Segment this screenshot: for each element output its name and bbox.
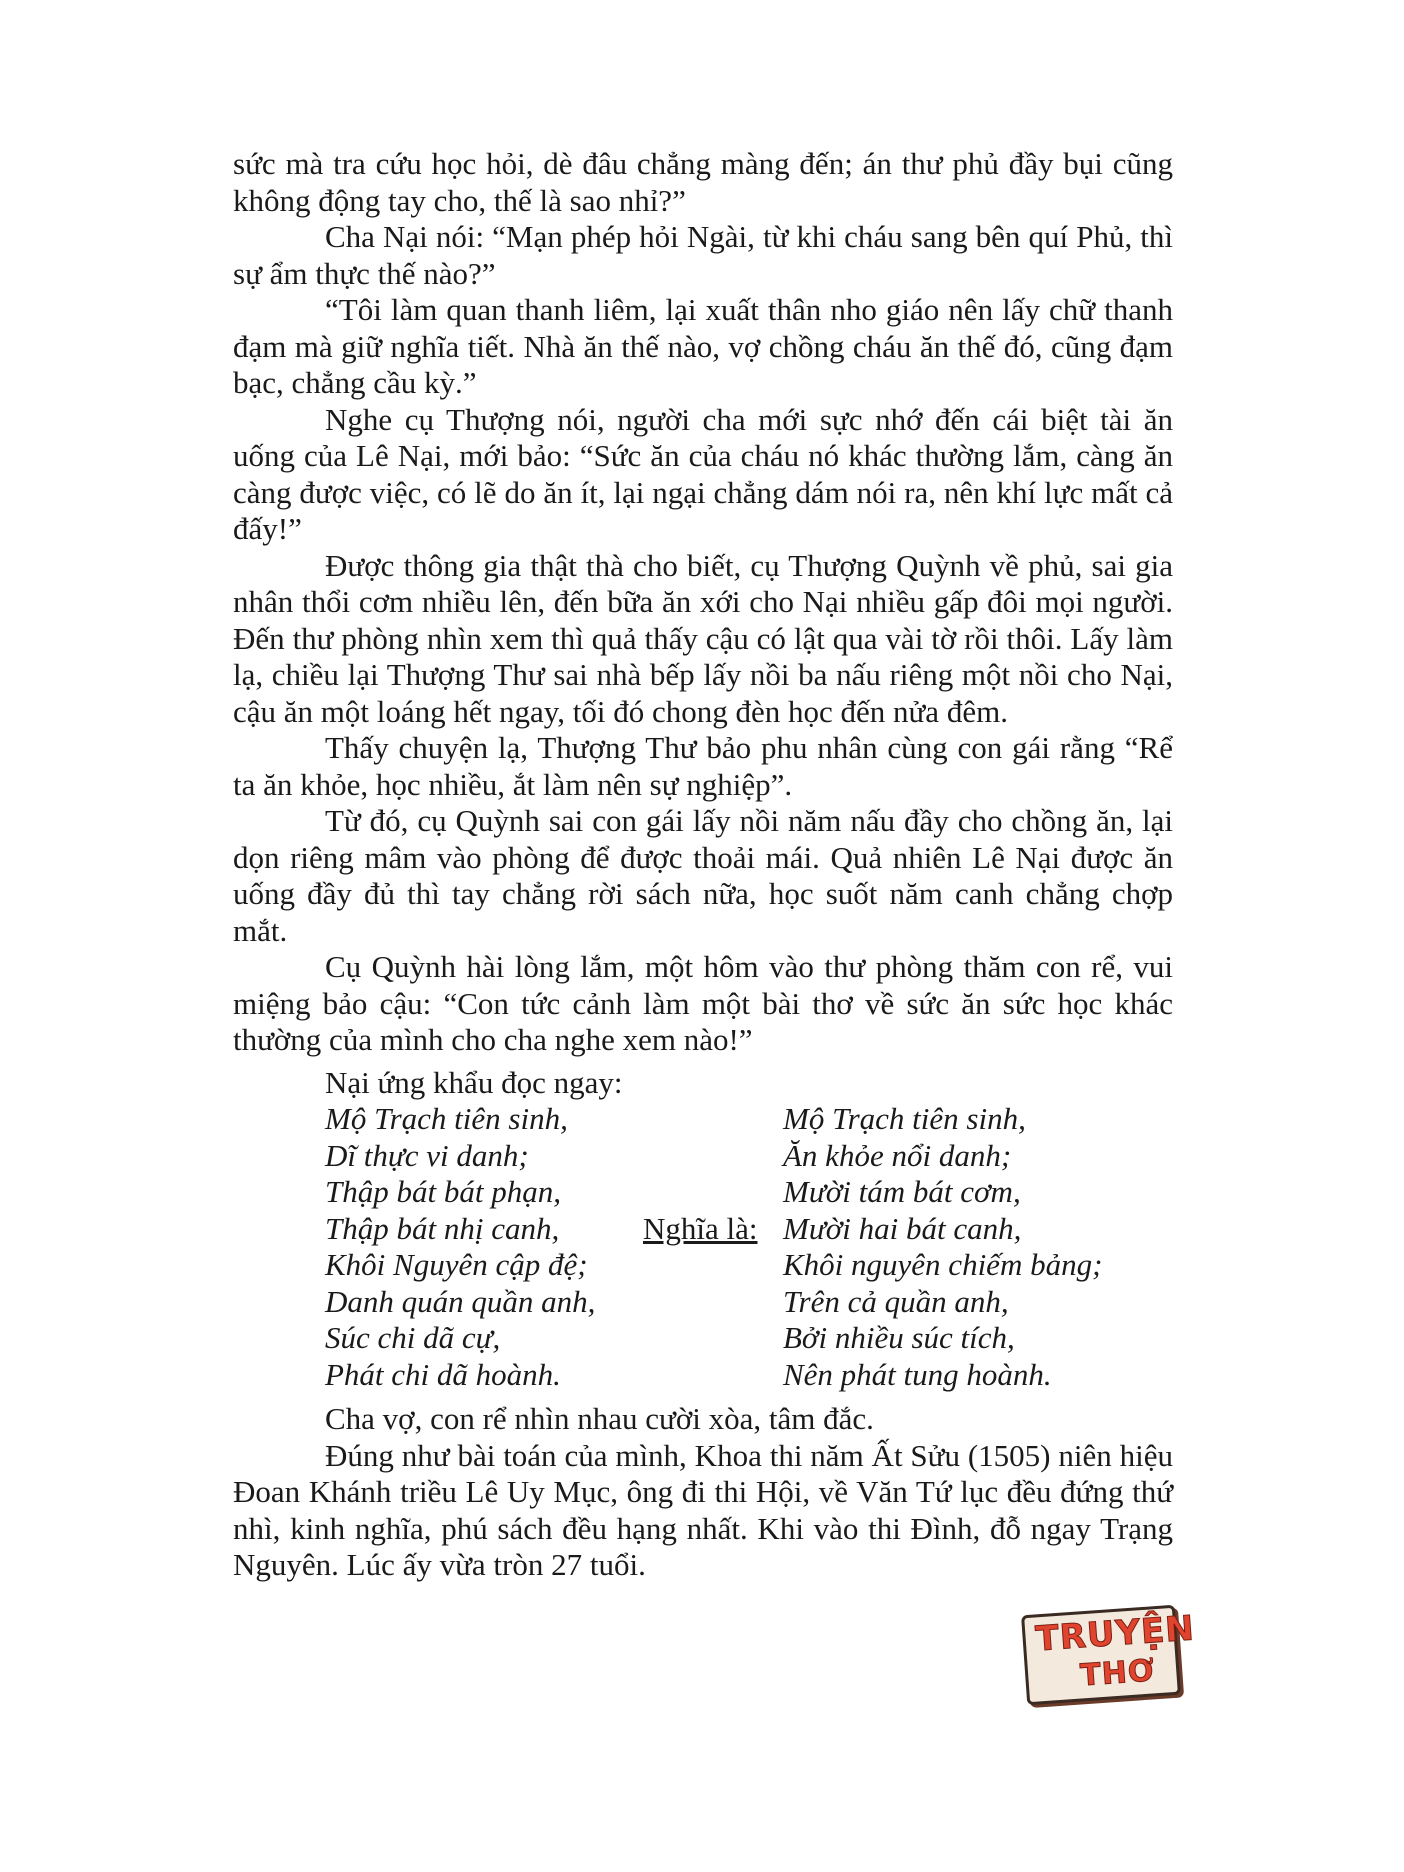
paragraph: Được thông gia thật thà cho biết, cụ Thượng Quỳnh về phủ, sai gia nhân thổi cơm nhiều lên, đến bữa ăn xới cho Nại nhiều gấp đôi mọi người. Đến thư phòng nhìn xem thì quả thấy cậu có lật qua vài tờ rồi thôi. Lấy làm lạ, chiều lại Thượng Thư sai nhà bếp lấy nồi ba nấu riêng một nồi cho Nại, cậu ăn một loáng hết ngay, tối đó chong đèn học đến nửa đêm. (233, 547, 1173, 729)
poem-line: Bởi nhiều súc tích, (783, 1320, 1015, 1355)
poem-line: Nên phát tung hoành. (783, 1356, 1052, 1392)
watermark-text: THƠ (1079, 1653, 1157, 1694)
paragraph: Cụ Quỳnh hài lòng lắm, một hôm vào thư phòng thăm con rể, vui miệng bảo cậu: “Con tức cảnh làm một bài thơ về sức ăn sức học khác thường của mình cho cha nghe xem nào!” (233, 949, 1173, 1057)
paragraph: Thấy chuyện lạ, Thượng Thư bảo phu nhân cùng con gái rằng “Rể ta ăn khỏe, học nhiều, ắt làm nên sự nghiệp”. (233, 730, 1173, 802)
poem-line: Ăn khỏe nổi danh; (783, 1137, 1012, 1173)
poem-line: Mười hai bát canh, (783, 1210, 1022, 1246)
poem-translation (783, 1101, 1102, 1393)
poem-line: Khôi Nguyên cập đệ; (325, 1247, 588, 1282)
body-text (233, 146, 1173, 1584)
paragraph: Đúng như bài toán của mình, Khoa thi năm Ất Sửu (1505) niên hiệu Đoan Khánh triều Lê Uy Mục, ông đi thi Hội, về Văn Tứ lục đều đứng thứ nhì, kinh nghĩa, phú sách đều hạng nhất. Khi vào thi Đình, đỗ ngay Trạng Nguyên. Lúc ấy vừa tròn 27 tuổi. (233, 1437, 1173, 1582)
poem-line: Thập bát nhị canh, (325, 1210, 560, 1246)
watermark-logo (1021, 1605, 1197, 1706)
poem-original (325, 1101, 595, 1393)
paragraph: Từ đó, cụ Quỳnh sai con gái lấy nồi năm nấu đầy cho chồng ăn, lại dọn riêng mâm vào phòng để được thoải mái. Quả nhiên Lê Nại được ăn uống đầy đủ thì tay chẳng rời sách nữa, học suốt năm canh chẳng chợp mắt. (233, 803, 1173, 948)
paragraph: Cha vợ, con rể nhìn nhau cười xòa, tâm đắc. (325, 1401, 874, 1436)
paragraph: “Tôi làm quan thanh liêm, lại xuất thân nho giáo nên lấy chữ thanh đạm mà giữ nghĩa tiết. Nhà ăn thế nào, vợ chồng cháu ăn thế đó, cũng đạm bạc, chẳng cầu kỳ.” (233, 292, 1173, 400)
poem-line: Danh quán quần anh, (325, 1283, 596, 1319)
poem-line: Dĩ thực vi danh; (325, 1137, 529, 1173)
poem-line: Mười tám bát cơm, (783, 1174, 1021, 1209)
paragraph: Nghe cụ Thượng nói, người cha mới sực nhớ đến cái biệt tài ăn uống của Lê Nại, mới bảo: “Sức ăn của cháu nó khác thường lắm, càng ăn càng được việc, có lẽ do ăn ít, lại ngại chẳng dám nói ra, nên khí lực mất cả đấy!” (233, 401, 1173, 546)
paragraph: sức mà tra cứu học hỏi, dè đâu chẳng màng đến; án thư phủ đầy bụi cũng không động tay cho, thế là sao nhỉ?” (233, 146, 1173, 218)
poem-line: Mộ Trạch tiên sinh, (325, 1101, 568, 1136)
paragraph: Cha Nại nói: “Mạn phép hỏi Ngài, từ khi cháu sang bên quí Phủ, thì sự ẩm thực thế nào?” (233, 219, 1173, 291)
poem-line: Khôi nguyên chiếm bảng; (783, 1247, 1103, 1282)
poem-line: Phát chi dã hoành. (325, 1356, 561, 1392)
poem-line: Mộ Trạch tiên sinh, (783, 1101, 1026, 1136)
meaning-label: Nghĩa là: (643, 1210, 758, 1246)
poem-line: Trên cả quần anh, (783, 1283, 1009, 1319)
poem-intro: Nại ứng khẩu đọc ngay: (325, 1064, 623, 1100)
poem (233, 1101, 1173, 1401)
poem-line: Súc chi dã cự, (325, 1320, 501, 1355)
poem-line: Thập bát bát phạn, (325, 1174, 561, 1209)
watermark-text: TRUYỆN (1034, 1608, 1197, 1660)
